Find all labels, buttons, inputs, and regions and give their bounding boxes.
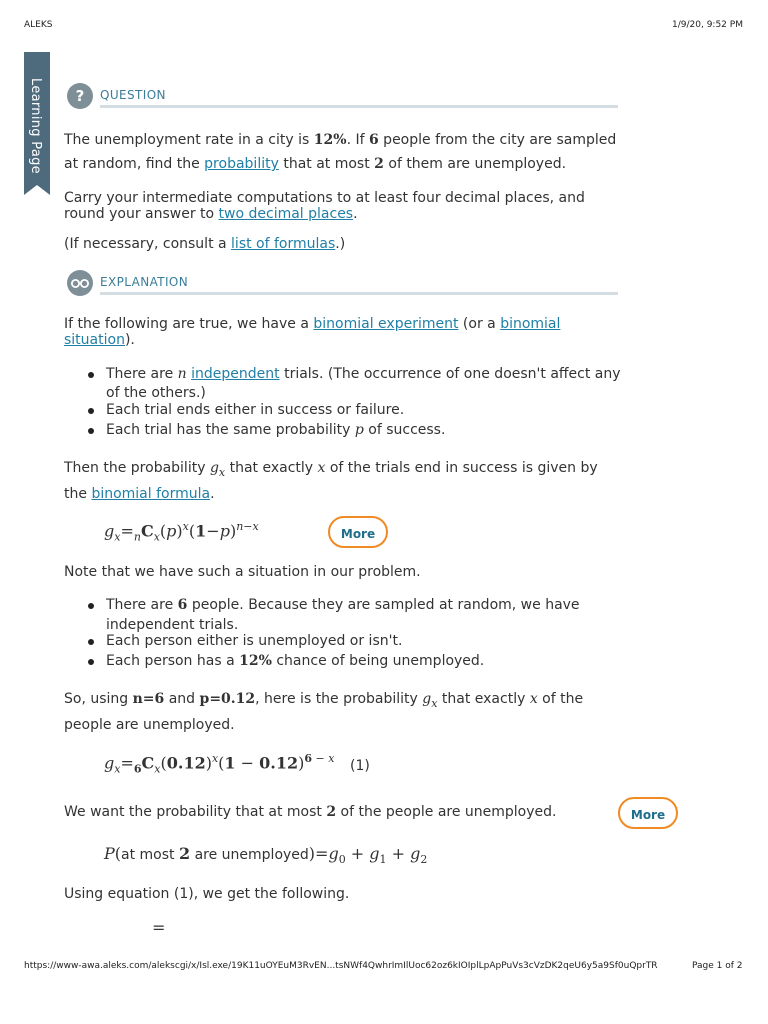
explanation-intro-1: If the following are true, we have a binomial experiment (or a binomial	[64, 316, 561, 332]
two-decimal-places-link[interactable]: two decimal places	[218, 206, 354, 222]
condition-1: There are n independent trials. (The occurrence of one doesn't affect any	[106, 366, 621, 382]
substitution-line-1: So, using n=6 and p=0.12, here is the probability $g_x$ that exactly x of the	[64, 691, 584, 710]
explanation-title: EXPLANATION	[100, 275, 189, 289]
problem-condition-2: Each person either is unemployed or isn't.	[106, 633, 403, 649]
binomial-formula: $g_x=_nC_x(p)^x(1-p)^{n-x}$	[104, 520, 259, 544]
print-datetime: 1/9/20, 9:52 PM	[672, 20, 743, 30]
problem-condition-3: Each person has a 12% chance of being unemployed.	[106, 653, 485, 669]
probability-link[interactable]: probability	[204, 156, 279, 172]
at-most-equation: P(at most 2 are $unemployed)=g_0 + g_1 + g_2$	[104, 844, 428, 867]
binomial-situation-link[interactable]: binomial	[500, 316, 561, 332]
goal-text: We want the probability that at most 2 of the people are unemployed.	[64, 804, 557, 820]
binomial-experiment-link[interactable]: binomial experiment	[313, 316, 459, 332]
condition-2: Each trial ends either in success or failure.	[106, 402, 405, 418]
using-equation-text: Using equation (1), we get the following.	[64, 886, 350, 902]
binomial-formula-link[interactable]: binomial formula	[91, 486, 211, 502]
independent-link[interactable]: independent	[191, 366, 280, 382]
binomial-situation-link-cont[interactable]: situation	[64, 332, 125, 348]
formulas-note: (If necessary, consult a list of formulas.)	[64, 236, 346, 252]
instructions-line-1: Carry your intermediate computations to at least four decimal places, and	[64, 190, 585, 206]
bullet	[88, 639, 94, 645]
problem-condition-1-cont: independent trials.	[106, 617, 239, 633]
question-icon: ?	[67, 83, 93, 109]
more-button-2[interactable]: More	[618, 797, 678, 829]
equals-sign: =	[152, 918, 166, 937]
app-name: ALEKS	[24, 20, 53, 30]
question-line-1: The unemployment rate in a city is 12%. If 6 people from the city are sampled	[64, 132, 617, 148]
list-of-formulas-link[interactable]: list of formulas	[231, 236, 336, 252]
bullet	[88, 428, 94, 434]
question-title: QUESTION	[100, 88, 166, 102]
instructions-line-2: round your answer to two decimal places.	[64, 206, 358, 222]
learning-page-tab-label: Learning Page	[28, 78, 43, 174]
condition-1-cont: of the others.)	[106, 385, 206, 401]
equation-1: $g_x=_6C_x(0.12)^x(1 - 0.12)^{6 - x}$	[104, 752, 335, 776]
binomial-intro-line-2: the binomial formula.	[64, 486, 215, 502]
glasses-icon	[67, 270, 93, 296]
bullet	[88, 408, 94, 414]
more-button[interactable]: More	[328, 516, 388, 548]
page-url: https://www-awa.aleks.com/alekscgi/x/Isl.exe/19K11uOYEuM3RvEN...tsNWf4QwhrImIlUoc62oz6kIOIplLpApPuVs3cVzDK2qeU6y5a9Sf0uQprTR	[24, 961, 658, 971]
bullet	[88, 659, 94, 665]
note-text: Note that we have such a situation in our problem.	[64, 564, 421, 580]
condition-3: Each trial has the same probability p of success.	[106, 422, 446, 438]
explanation-divider	[100, 292, 618, 295]
problem-condition-1: There are 6 people. Because they are sampled at random, we have	[106, 597, 580, 613]
learning-page-tab[interactable]	[24, 52, 50, 185]
bullet	[88, 603, 94, 609]
substitution-line-2: people are unemployed.	[64, 717, 235, 733]
bullet	[88, 372, 94, 378]
equation-number: (1)	[350, 758, 370, 774]
binomial-intro-line-1: Then the probability $g_x$ that exactly x of the trials end in success is given by	[64, 460, 598, 479]
explanation-intro-2: situation).	[64, 332, 135, 348]
question-divider	[100, 105, 618, 108]
question-line-2: at random, find the probability that at most 2 of them are unemployed.	[64, 156, 567, 172]
page-number: Page 1 of 2	[692, 961, 743, 971]
